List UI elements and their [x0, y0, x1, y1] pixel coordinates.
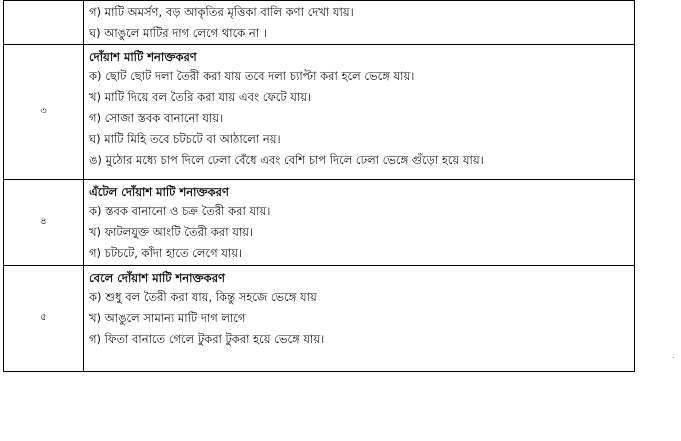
list-item: ক) স্তবক বানানো ও চক্র তৈরী করা যায়।: [89, 204, 271, 218]
table-row: [4, 1, 635, 45]
row-number-cell: ৩: [4, 45, 84, 180]
row-number-cell: ৪: [4, 180, 84, 266]
table-row: [4, 180, 635, 266]
list-item: গ) চটচটে, কাঁদা হাতে লেগে যায়।: [89, 246, 243, 260]
list-item: ঙ) মুঠোর মধ্যে চাপ দিলে ঢেলা বেঁধে এবং বেশি চাপ দিলে ঢেলা ভেঙ্গে গুঁড়ো হয়ে যায়।: [89, 153, 484, 167]
table-row: [4, 266, 635, 372]
row-text-cell: [84, 1, 635, 45]
list-item: খ) ফাটলযুক্ত আংটি তৈরী করা যায়।: [89, 225, 254, 239]
list-item: খ) মাটি দিয়ে বল তৈরি করা যায় এবং ফেটে যায়।: [89, 90, 312, 104]
row-number-cell: [4, 1, 84, 45]
list-item: গ) মাটি অমর্সণ, বড় আকৃতির মৃত্তিকা বালি কণা দেখা যায়।: [89, 5, 354, 19]
list-item: গ) ফিতা বানাতে গেলে টুকরা টুকরা হয়ে ভেঙ্গে যায়।: [89, 332, 325, 346]
row-text-cell: [84, 45, 635, 180]
list-item: গ) সোজা স্তবক বানানো যায়।: [89, 111, 224, 125]
row-text-cell: [84, 180, 635, 266]
table-row: [4, 45, 635, 180]
list-item: ঘ) আঙুলে মাটির দাগ লেগে থাকে না ।: [89, 26, 267, 40]
section-heading: বেলে দোঁয়াশ মাটি শনাক্তকরণ: [89, 271, 225, 285]
list-item: ক) শুধু বল তৈরী করা যায়, কিন্তু সহজে ভেঙ্গে যায়: [89, 290, 317, 304]
row-number-cell: ৫: [4, 266, 84, 372]
list-item: খ) আঙুলে সামান্য মাটি দাগ লাগে: [89, 311, 246, 325]
row-text-cell: [84, 266, 635, 372]
section-heading: দোঁয়াশ মাটি শনাক্তকরণ: [89, 50, 197, 64]
list-item: ক) ছোট ছোট দলা তৈরী করা যায় তবে দলা চ্যাপ্টা করা হলে ভেঙ্গে যায়।: [89, 69, 415, 83]
list-item: ঘ) মাটি মিহি তবে চটচটে বা আঠালো নয়।: [89, 132, 281, 146]
section-heading: এঁটেল দোঁয়াশ মাটি শনাক্তকরণ: [89, 185, 229, 199]
soil-identification-table: [3, 0, 635, 372]
stray-mark: .: [672, 351, 675, 360]
